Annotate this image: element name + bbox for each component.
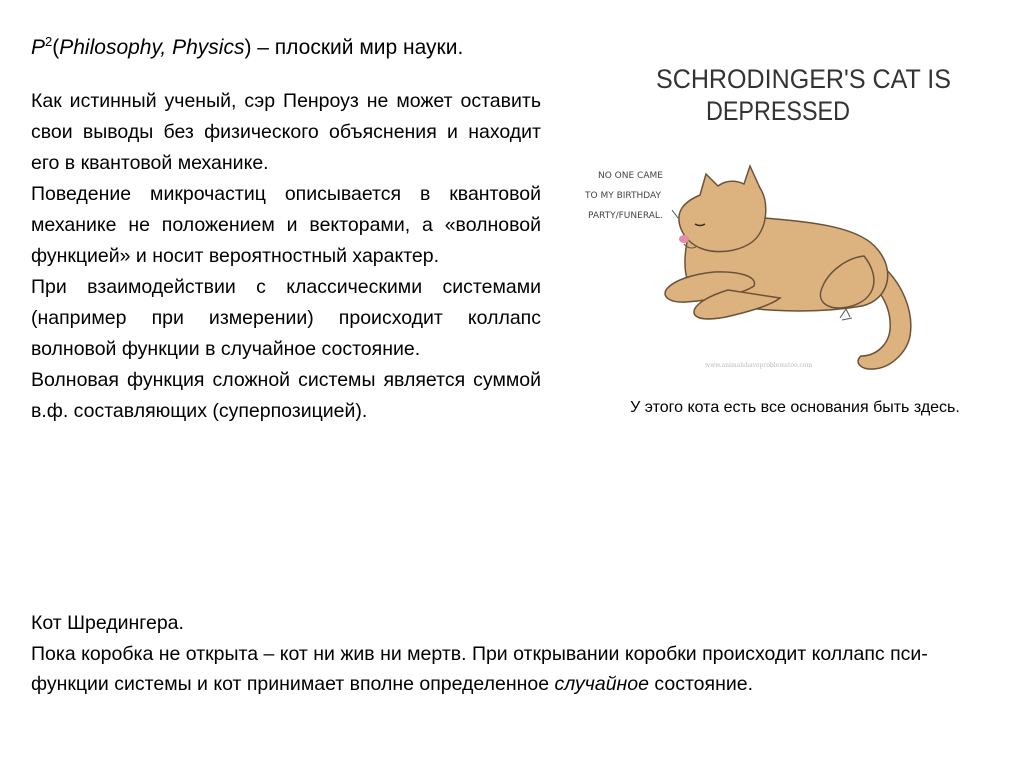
speech-line: TO MY BIRTHDAY: [585, 191, 661, 201]
bottom-text-part: состояние.: [648, 673, 753, 695]
cat-head: [679, 166, 766, 252]
body-paragraph: Волновая функция сложной системы является суммой в.ф. составляющих (суперпозицией).: [31, 369, 541, 422]
body-paragraph: Как истинный ученый, сэр Пенроуз не может оставить свои выводы без физического объяснения и находит его в квантовой механике.: [31, 90, 541, 174]
body-text: [31, 86, 541, 427]
depressed-cat-illustration-icon: [578, 50, 988, 380]
body-paragraph: Поведение микрочастиц описывается в квантовой механике не положением и векторами, а «волновой функцией» и носит вероятностный характер.: [31, 183, 541, 267]
title-base: P: [31, 36, 46, 59]
comic-title-line2: DEPRESSED: [706, 96, 850, 126]
title-exponent: 2: [45, 34, 53, 49]
title-paren-text: Philosophy, Physics: [59, 36, 245, 59]
title-open-paren: (: [52, 36, 60, 59]
bottom-paragraph: [31, 639, 991, 700]
figure-caption: У этого кота есть все основания быть здесь.: [630, 399, 960, 416]
cat-nose: [679, 235, 689, 243]
bottom-heading: Кот Шредингера.: [31, 612, 184, 634]
comic-watermark: www.animalshaveproblemstoo.com: [705, 362, 813, 369]
body-paragraph: При взаимодействии с классическими системами (например при измерении) происходит коллапс волновой функции в случайное состояние.: [31, 276, 541, 360]
comic-figure: [578, 50, 988, 380]
bottom-text-part: Пока коробка не открыта – кот ни жив ни мертв. При открывании коробки происходит коллапс пси-функции системы и кот принимает вполне определенное: [31, 642, 928, 695]
speech-line: PARTY/FUNERAL.: [588, 211, 663, 221]
title-rest: ) – плоский мир науки.: [244, 36, 464, 59]
speech-line: NO ONE CAME: [598, 171, 663, 181]
bottom-text: [31, 608, 991, 700]
bottom-text-italic: случайное: [554, 673, 649, 695]
comic-title-line1: SCHRODINGER'S CAT IS: [656, 64, 951, 94]
slide-title: [31, 34, 591, 62]
speech-text: [584, 171, 663, 221]
